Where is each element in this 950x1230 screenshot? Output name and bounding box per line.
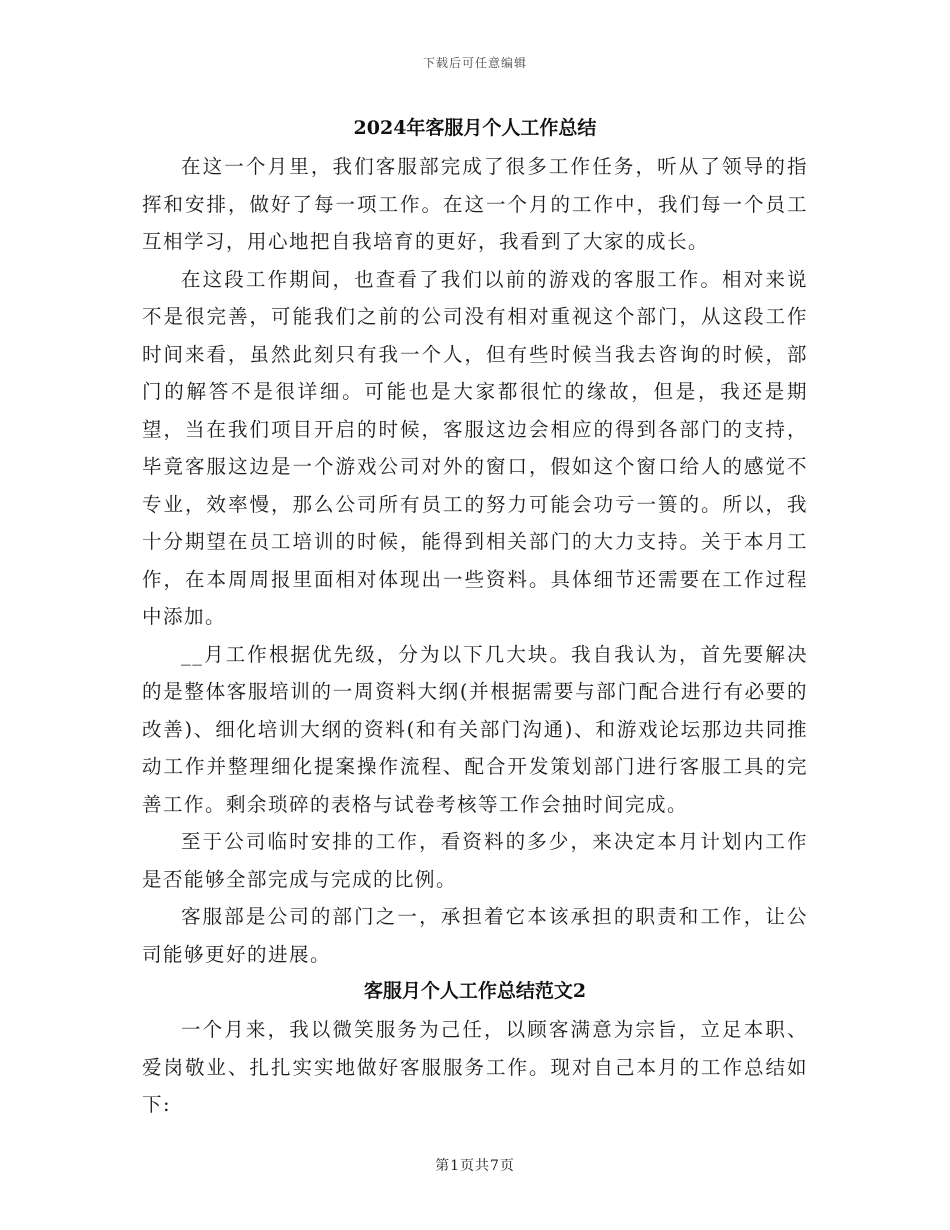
paragraph-1: 在这一个月里，我们客服部完成了很多工作任务，听从了领导的指挥和安排，做好了每一项工作。在这一个月的工作中，我们每一个员工互相学习，用心地把自我培育的更好，我看到了大家的成长。 <box>142 155 808 253</box>
section-2-paragraph-1: 一个月来，我以微笑服务为己任，以顾客满意为宗旨，立足本职、爱岗敬业、扎扎实实地做好客服服务工作。现对自己本月的工作总结如下: <box>142 1018 808 1116</box>
document-body <box>142 110 808 1124</box>
paragraph-3: __月工作根据优先级，分为以下几大块。我自我认为，首先要解决的是整体客服培训的一周资料大纲(并根据需要与部门配合进行有必要的改善)、细化培训大纲的资料(和有关部门沟通)、和游戏论坛那边共同推动工作并整理细化提案操作流程、配合开发策划部门进行客服工具的完善工作。剩余琐碎的表格与试卷考核等工作会抽时间完成。 <box>142 642 808 816</box>
section-2-title: 客服月个人工作总结范文2 <box>363 980 587 1002</box>
page-number: 第1页共7页 <box>435 1158 515 1174</box>
paragraph-5: 客服部是公司的部门之一，承担着它本该承担的职责和工作，让公司能够更好的进展。 <box>142 905 808 966</box>
document-title: 2024年客服月个人工作总结 <box>353 117 597 139</box>
paragraph-2: 在这段工作期间，也查看了我们以前的游戏的客服工作。相对来说不是很完善，可能我们之前的公司没有相对重视这个部门，从这段工作时间来看，虽然此刻只有我一个人，但有些时候当我去咨询的时候，部门的解答不是很详细。可能也是大家都很忙的缘故，但是，我还是期望，当在我们项目开启的时候，客服这边会相应的得到各部门的支持，毕竟客服这边是一个游戏公司对外的窗口，假如这个窗口给人的感觉不专业，效率慢，那么公司所有员工的努力可能会功亏一篑的。所以，我十分期望在员工培训的时候，能得到相关部门的大力支持。关于本月工作，在本周周报里面相对体现出一些资料。具体细节还需要在工作过程中添加。 <box>142 267 808 628</box>
page-header-note: 下载后可任意编辑 <box>422 56 527 70</box>
paragraph-4: 至于公司临时安排的工作，看资料的多少，来决定本月计划内工作是否能够全部完成与完成的比例。 <box>142 830 808 891</box>
